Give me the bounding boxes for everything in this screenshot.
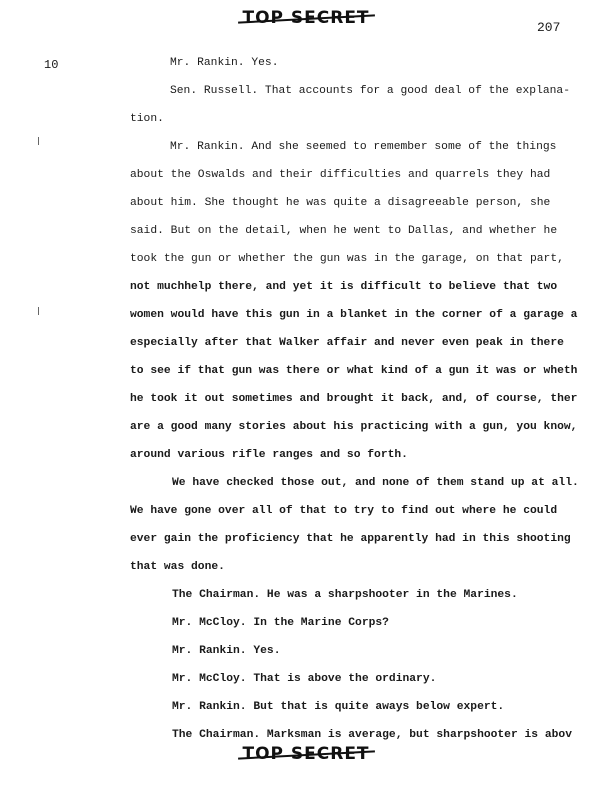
transcript-line: The Chairman. Marksman is average, but sharpshooter is abov [172,729,572,741]
transcript-line: about the Oswalds and their difficulties and quarrels they had [130,169,551,181]
transcript-line: We have gone over all of that to try to find out where he could [130,505,558,517]
page-number: 207 [537,20,561,35]
transcript-line: especially after that Walker affair and never even peak in there [130,337,564,349]
transcript-line: about him. She thought he was quite a disagreeable person, she [130,197,551,209]
transcript-line-number: 10 [44,58,59,72]
transcript-line: women would have this gun in a blanket in the corner of a garage a [130,309,578,321]
classification-header: TOP SECRET [242,8,370,28]
margin-mark [38,307,39,315]
transcript-line: Mr. Rankin. But that is quite aways below expert. [172,701,505,713]
transcript-line: Mr. Rankin. And she seemed to remember some of the things [170,141,557,153]
margin-mark [38,137,39,145]
transcript-line: are a good many stories about his practicing with a gun, you know, [130,421,578,433]
transcript-line: that was done. [130,561,225,573]
transcript-line: Mr. McCloy. In the Marine Corps? [172,617,389,629]
transcript-line: took the gun or whether the gun was in the garage, on that part, [130,253,564,265]
transcript-line: Mr. McCloy. That is above the ordinary. [172,673,437,685]
transcript-line: around various rifle ranges and so forth. [130,449,408,461]
transcript-line: The Chairman. He was a sharpshooter in the Marines. [172,589,518,601]
transcript-line: Mr. Rankin. Yes. [170,57,279,69]
classification-footer: TOP SECRET [242,744,370,764]
transcript-line: said. But on the detail, when he went to Dallas, and whether he [130,225,558,237]
transcript-line: We have checked those out, and none of them stand up at all. [172,477,579,489]
transcript-line: ever gain the proficiency that he apparently had in this shooting [130,533,571,545]
transcript-line: Sen. Russell. That accounts for a good deal of the explana- [170,85,570,97]
transcript-line: tion. [130,113,164,125]
transcript-line: Mr. Rankin. Yes. [172,645,281,657]
transcript-line: not muchhelp there, and yet it is difficult to believe that two [130,281,558,293]
transcript-line: he took it out sometimes and brought it back, and, of course, ther [130,393,578,405]
transcript-line: to see if that gun was there or what kind of a gun it was or wheth [130,365,578,377]
